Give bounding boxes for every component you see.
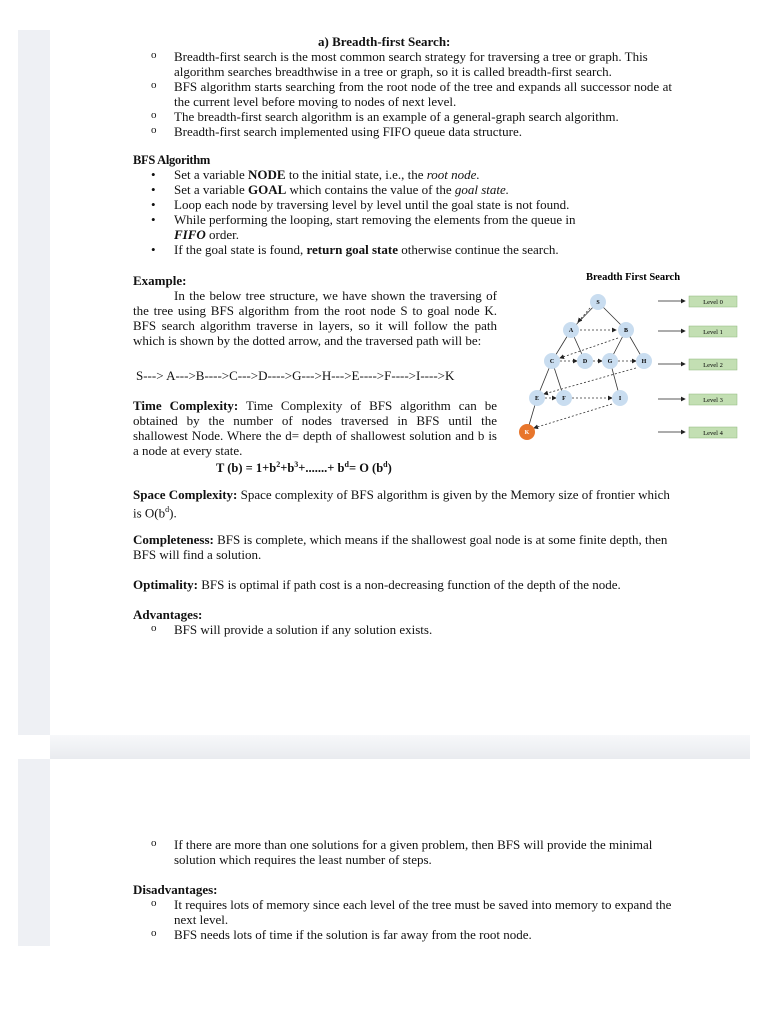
figure-title: Breadth First Search <box>585 272 681 283</box>
example-text: In the below tree structure, we have shown the traversing of the tree using BFS algorithm from the root node S to goal node K. BFS search algorithm traverse in layers, so it will follow the path which is shown by the dotted arrow, and the traversed path will be: <box>133 288 497 348</box>
svg-text:I: I <box>618 396 622 402</box>
node-h <box>636 353 652 369</box>
optimality: Optimality: BFS is optimal if path cost is a non-decreasing function of the depth of the node. <box>133 577 621 592</box>
algo-step: • Set a variable NODE to the initial state, i.e., the root node. <box>132 167 602 182</box>
algo-step: • While performing the looping, start removing the elements from the queue in FIFO order. <box>132 212 602 242</box>
node-d <box>577 353 593 369</box>
level-2 <box>658 359 737 370</box>
level-markers <box>658 296 737 438</box>
disadvantages-list <box>132 897 672 942</box>
algo-list <box>132 167 602 257</box>
time-complexity: Time Complexity: Time Complexity of BFS algorithm can be obtained by the number of nodes traversed in BFS until the shallowest Node. Where the d= depth of shallowest solution and b is a node at every state. <box>133 398 498 458</box>
node-b <box>618 322 634 338</box>
svg-text:E: E <box>534 396 540 402</box>
svg-text:Level 4: Level 4 <box>703 430 723 437</box>
page-gutter-top <box>18 30 50 735</box>
bfs-tree-figure <box>510 268 750 448</box>
algo-step: • If the goal state is found, return goal state otherwise continue the search. <box>132 242 602 257</box>
svg-text:S: S <box>596 300 600 306</box>
intro-item: o Breadth-first search implemented using FIFO queue data structure. <box>132 124 672 139</box>
tree-nodes <box>519 294 652 440</box>
svg-text:Level 2: Level 2 <box>703 362 723 369</box>
svg-text:K: K <box>524 430 530 436</box>
node-c <box>544 353 560 369</box>
svg-text:C: C <box>549 359 555 365</box>
svg-text:G: G <box>607 359 613 365</box>
section-heading: a) Breadth-first Search: <box>318 34 451 49</box>
svg-text:Level 3: Level 3 <box>703 397 723 404</box>
disadvantage-item: o It requires lots of memory since each level of the tree must be saved into memory to expand the next level. <box>132 897 672 927</box>
example-heading: Example: <box>133 273 187 288</box>
svg-text:A: A <box>568 328 574 334</box>
advantage-item: o If there are more than one solutions for a given problem, then BFS will provide the minimal solution which requires the least number of steps. <box>132 837 672 867</box>
time-formula: T $(b) = 1+b^2+b^3+.......+ b^d= O$ $(b^d)$ <box>216 460 392 476</box>
page-gutter-bottom <box>18 759 50 946</box>
intro-item: o The breadth-first search algorithm is an example of a general-graph search algorithm. <box>132 109 672 124</box>
level-1 <box>658 326 737 337</box>
node-a <box>563 322 579 338</box>
advantages-list <box>132 622 672 637</box>
algo-heading: BFS Algorithm <box>133 153 211 167</box>
level-4 <box>658 427 737 438</box>
svg-text:B: B <box>623 328 629 334</box>
svg-text:H: H <box>641 359 647 365</box>
space-complexity: Space Complexity: Space complexity of BFS algorithm is given by the Memory size of frontier which is $O(b^d)$. <box>133 487 670 521</box>
advantages-heading: Advantages: <box>133 607 203 622</box>
disadvantage-item: o BFS needs lots of time if the solution is far away from the root node. <box>132 927 672 942</box>
advantage-item: o BFS will provide a solution if any solution exists. <box>132 622 672 637</box>
intro-item: o Breadth-first search is the most common search strategy for traversing a tree or graph. This algorithm searches breadthwise in a tree or graph, so it is called breadth-first search. <box>132 49 672 79</box>
svg-text:Level 1: Level 1 <box>703 329 723 336</box>
intro-item: o BFS algorithm starts searching from the root node of the tree and expands all successor node at the current level before moving to nodes of next level. <box>132 79 672 109</box>
level-0 <box>658 296 737 307</box>
page-separator <box>50 735 750 759</box>
svg-text:D: D <box>582 359 588 365</box>
svg-text:F: F <box>562 396 566 402</box>
intro-list <box>132 49 672 139</box>
algo-step: • Loop each node by traversing level by level until the goal state is not found. <box>132 197 602 212</box>
node-f <box>556 390 572 406</box>
algo-step: • Set a variable GOAL which contains the value of the goal state. <box>132 182 602 197</box>
advantages-list-cont <box>132 837 672 867</box>
node-s <box>590 294 606 310</box>
node-g <box>602 353 618 369</box>
completeness: Completeness: BFS is complete, which means if the shallowest goal node is at some finite depth, then BFS will find a solution. <box>133 532 668 562</box>
traversal-path: S---> A--->B---->C--->D---->G--->H--->E---->F---->I---->K <box>136 368 455 383</box>
disadvantages-heading: Disadvantages: <box>133 882 218 897</box>
node-e <box>529 390 545 406</box>
node-k <box>519 424 535 440</box>
svg-text:Level 0: Level 0 <box>703 299 723 306</box>
node-i <box>612 390 628 406</box>
level-3 <box>658 394 737 405</box>
